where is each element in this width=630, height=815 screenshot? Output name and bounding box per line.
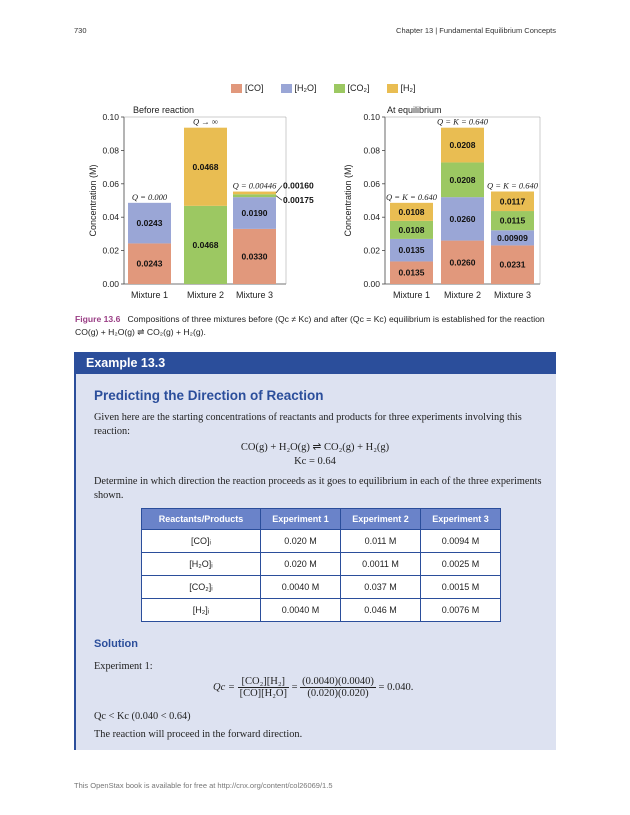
table-cell: 0.0076 M <box>421 599 501 622</box>
data-label: 0.0260 <box>449 257 476 268</box>
table-cell: 0.046 M <box>341 599 421 622</box>
data-label: 0.0108 <box>398 224 425 235</box>
q-annotation: Q = 0.00446 <box>232 180 277 191</box>
chart-legend <box>231 83 416 93</box>
x-tick-label: Mixture 1 <box>392 290 431 300</box>
table-cell: 0.0040 M <box>261 599 341 622</box>
table-cell: 0.0015 M <box>421 576 501 599</box>
data-label: 0.0115 <box>499 215 526 226</box>
data-label: 0.0208 <box>449 174 476 185</box>
chapter-header: Chapter 13 | Fundamental Equilibrium Concepts <box>396 26 556 35</box>
table-cell: [H₂]ᵢ <box>142 599 261 622</box>
kc-value: Kc = 0.64 <box>294 456 336 467</box>
y-tick-label: 0.08 <box>363 145 380 156</box>
example-title: Predicting the Direction of Reaction <box>94 388 324 403</box>
legend-h2: [H₂] <box>387 83 416 93</box>
table-header: Experiment 3 <box>421 509 501 530</box>
x-tick-label: Mixture 2 <box>186 290 225 300</box>
footer-text: This OpenStax book is available for free at http://cnx.org/content/col26069/1.5 <box>74 781 333 790</box>
y-tick-label: 0.04 <box>363 212 380 223</box>
example-header: Example 13.3 <box>74 352 556 374</box>
x-tick-label: Mixture 3 <box>493 290 532 300</box>
table-header: Experiment 2 <box>341 509 421 530</box>
figure-label: Figure 13.6 <box>75 314 121 324</box>
figure-caption <box>75 313 555 338</box>
bar-segment-h2 <box>233 192 276 195</box>
table-header: Experiment 1 <box>261 509 341 530</box>
y-axis-label: Concentration (M) <box>343 164 353 237</box>
data-label: 0.0108 <box>398 206 425 217</box>
concentration-charts <box>0 95 630 310</box>
data-label: 0.00909 <box>497 232 528 243</box>
legend-co: [CO] <box>231 83 264 93</box>
table-cell: [H₂O]ᵢ <box>142 553 261 576</box>
table-cell: 0.011 M <box>341 530 421 553</box>
qc-lhs: Qc = <box>213 681 235 693</box>
data-label: 0.0208 <box>449 140 476 151</box>
legend-co2: [CO₂] <box>334 83 370 93</box>
y-tick-label: 0.04 <box>102 212 119 223</box>
x-tick-label: Mixture 3 <box>235 290 274 300</box>
data-label: 0.0243 <box>136 258 163 269</box>
callout-line <box>276 196 282 201</box>
y-tick-label: 0.10 <box>102 112 119 122</box>
qc-expression-fraction: $\frac{\text{[CO₂][H₂]}}{\text{[CO][H₂O]}}$ <box>239 676 287 699</box>
callout-line <box>276 186 282 193</box>
qc-comparison: Qc < Kc (0.040 < 0.64) <box>94 711 191 722</box>
table-row <box>142 553 501 576</box>
table-cell: 0.0040 M <box>261 576 341 599</box>
example-intro: Given here are the starting concentrations of reactants and products for three experiments involving this reaction: <box>94 412 522 437</box>
data-label: 0.0468 <box>192 239 219 250</box>
table-row <box>142 576 501 599</box>
data-label: 0.0260 <box>449 213 476 224</box>
table-cell: 0.0025 M <box>421 553 501 576</box>
qc-values-fraction: $\frac{(0.0040)(0.0040)}{(0.020)(0.020)}$ <box>302 676 374 699</box>
table-header-row <box>142 509 501 530</box>
table-row <box>142 599 501 622</box>
chart-title: Before reaction <box>133 105 195 115</box>
legend-h2o: [H₂O] <box>281 83 317 93</box>
y-tick-label: 0.06 <box>102 178 119 189</box>
page-number: 730 <box>74 26 87 35</box>
y-axis-label: Concentration (M) <box>88 164 98 237</box>
data-label: 0.0468 <box>192 161 219 172</box>
data-label: 0.0330 <box>241 251 268 262</box>
data-label: 0.00160 <box>283 180 314 191</box>
q-annotation: Q → ∞ <box>193 116 218 127</box>
q-annotation: Q = K = 0.640 <box>386 191 437 202</box>
y-tick-label: 0.02 <box>102 245 119 256</box>
data-label: 0.0117 <box>499 196 526 207</box>
y-tick-label: 0.10 <box>363 112 380 122</box>
y-tick-label: 0.06 <box>363 178 380 189</box>
chart-title: At equilibrium <box>387 105 442 115</box>
y-tick-label: 0.00 <box>363 279 380 289</box>
data-label: 0.0231 <box>499 259 526 270</box>
example-question: Determine in which direction the reaction proceeds as it goes to equilibrium in each of the three experiments shown. <box>94 476 542 501</box>
table-cell: [CO]ᵢ <box>142 530 261 553</box>
bar-segment-co2 <box>233 194 276 197</box>
x-tick-label: Mixture 2 <box>443 290 482 300</box>
y-tick-label: 0.02 <box>363 245 380 256</box>
table-row <box>142 530 501 553</box>
solution-heading: Solution <box>94 638 138 650</box>
reaction-equation: CO(g) + H₂O(g) ⇌ CO₂(g) + H₂(g) <box>240 442 390 453</box>
table-cell: 0.0011 M <box>341 553 421 576</box>
table-cell: 0.0094 M <box>421 530 501 553</box>
y-tick-label: 0.08 <box>102 145 119 156</box>
q-annotation: Q = 0.000 <box>131 191 168 202</box>
y-tick-label: 0.00 <box>102 279 119 289</box>
conclusion-text: The reaction will proceed in the forward direction. <box>94 729 303 740</box>
table-header: Reactants/Products <box>142 509 261 530</box>
data-label: 0.0190 <box>241 208 268 219</box>
data-label: 0.00175 <box>283 195 314 206</box>
figure-caption-text: Compositions of three mixtures before (Qc ≠ Kc) and after (Qc = Kc) equilibrium is established for the reaction CO(g) + H₂O(g) ⇌ CO₂(g) + H₂(g). <box>75 314 545 337</box>
table-cell: 0.037 M <box>341 576 421 599</box>
table-cell: 0.020 M <box>261 530 341 553</box>
qc-result: = 0.040. <box>378 681 414 693</box>
concentrations-table <box>141 508 501 622</box>
x-tick-label: Mixture 1 <box>130 290 169 300</box>
table-cell: [CO₂]ᵢ <box>142 576 261 599</box>
q-annotation: Q = K = 0.640 <box>437 116 488 127</box>
qc-equation: Qc = $\frac{\text{[CO₂][H₂]}}{\text{[CO][H₂O]}}$ = $\frac{(0.0040)(0.0040)}{(0.020)(0.020)}$ = 0.040. <box>213 676 414 699</box>
data-label: 0.0135 <box>398 267 425 278</box>
data-label: 0.0135 <box>398 245 425 256</box>
data-label: 0.0243 <box>136 218 163 229</box>
q-annotation: Q = K = 0.640 <box>487 180 538 191</box>
table-cell: 0.020 M <box>261 553 341 576</box>
experiment-1-label: Experiment 1: <box>94 661 153 672</box>
